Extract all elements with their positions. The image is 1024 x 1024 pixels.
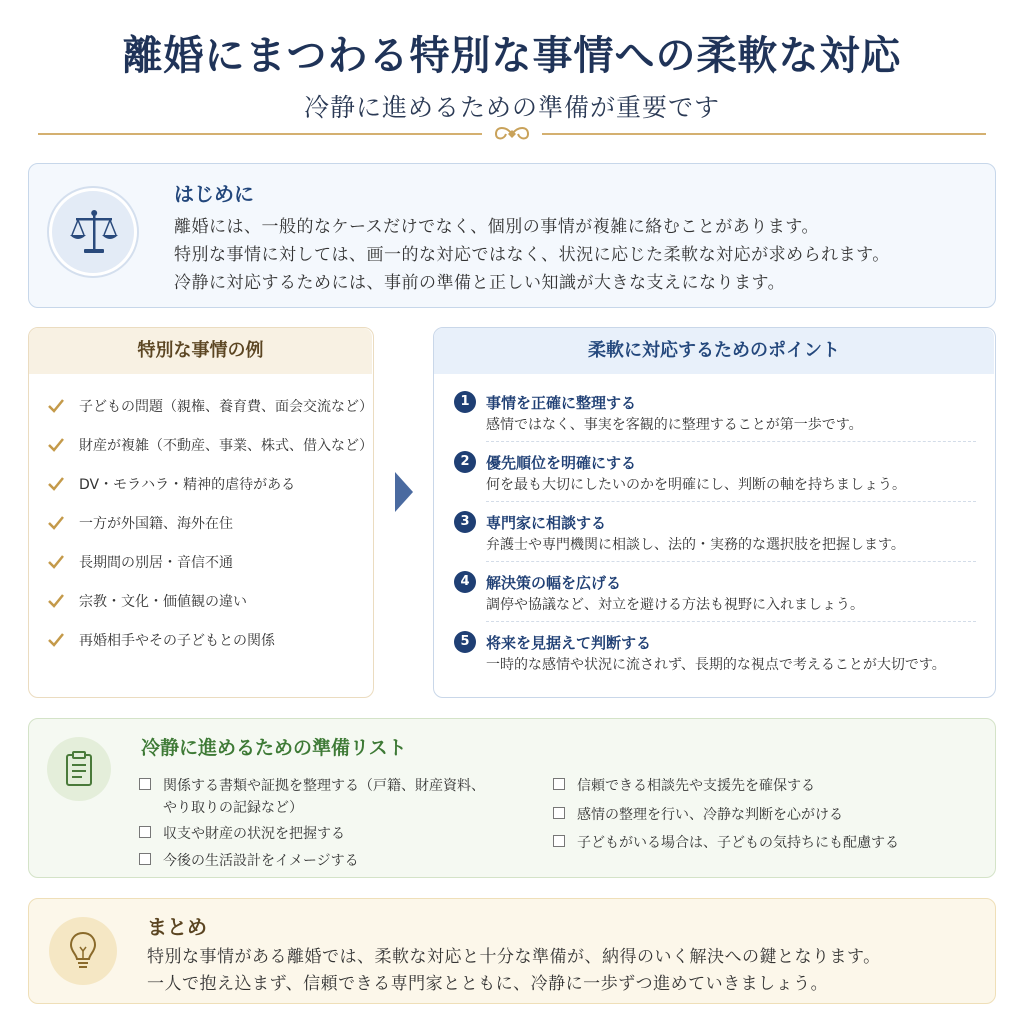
page-subtitle: 冷静に進めるための準備が重要です [303,93,720,122]
checkbox[interactable] [139,778,151,790]
clipboard-icon [47,737,111,801]
check-icon [47,593,65,609]
examples-card: 特別な事情の例 子どもの問題（親権、養育費、面会交流など） 財産が複雑（不動産、事業、株式、借入など） DV・モラハラ・精神的虐待がある 一方が外国籍、海外在住 長期間の別居・音信不通 宗教・文化・価値観の違い 再婚相手やその子どもとの関係 [28,327,374,698]
point-title: 将来を見据えて判断する [486,634,652,652]
checkbox[interactable] [553,807,565,819]
point-title: 事情を正確に整理する [486,394,637,412]
intro-card [28,163,996,308]
page-title: 離婚にまつわる特別な事情への柔軟な対応 [122,32,902,79]
point-item [454,571,976,631]
checkbox[interactable] [553,835,565,847]
number-badge: 1 [454,391,476,413]
point-desc: 弁護士や専門機関に相談し、法的・実務的な選択肢を把握します。 [486,537,905,553]
intro-line: 冷静に対応するためには、事前の準備と正しい知識が大きな支えになります。 [174,273,786,293]
intro-line: 特別な事情に対しては、画一的な対応ではなく、状況に応じた柔軟な対応が求められます。 [174,245,890,265]
page-header [0,0,1024,150]
point-desc: 調停や協議など、対立を避ける方法も視野に入れましょう。 [486,597,864,613]
summary-line: 一人で抱え込まず、信頼できる専門家とともに、冷静に一歩ずつ進めていきましょう。 [147,974,829,994]
examples-title: 特別な事情の例 [29,328,372,374]
point-desc: 感情ではなく、事実を客観的に整理することが第一歩です。 [486,417,863,433]
number-badge: 5 [454,631,476,653]
checkbox[interactable] [553,778,565,790]
point-title: 専門家に相談する [486,514,607,532]
prep-title: 冷静に進めるための準備リスト [141,737,407,759]
check-icon [47,398,65,414]
point-title: 優先順位を明確にする [486,454,637,472]
point-title: 解決策の幅を広げる [486,574,622,592]
checkbox[interactable] [139,826,151,838]
points-card [433,327,996,698]
checkbox[interactable] [139,853,151,865]
point-item [454,451,976,511]
summary-line: 特別な事情がある離婚では、柔軟な対応と十分な準備が、納得のいく解決への鍵となります。 [147,947,881,967]
point-item [454,511,976,571]
arrow-right-icon [393,470,415,514]
intro-title: はじめに [174,182,254,206]
number-badge: 4 [454,571,476,593]
check-icon [47,476,65,492]
check-icon [47,437,65,453]
check-icon [47,515,65,531]
ornament-icon [492,122,532,146]
point-item [454,631,976,691]
check-icon [47,554,65,570]
summary-card [28,898,996,1004]
point-desc: 何を最も大切にしたいのかを明確にし、判断の軸を持ちましょう。 [486,477,906,493]
scales-icon [49,188,137,276]
number-badge: 3 [454,511,476,533]
points-title: 柔軟に対応するためのポイント [434,328,994,374]
summary-title: まとめ [147,915,207,939]
point-item [454,391,976,451]
check-icon [47,632,65,648]
lightbulb-icon [49,917,117,985]
number-badge: 2 [454,451,476,473]
intro-line: 離婚には、一般的なケースだけでなく、個別の事情が複雑に絡むことがあります。 [174,217,819,237]
title-divider [38,122,986,146]
prep-card: 冷静に進めるための準備リスト 関係する書類や証拠を整理する（戸籍、財産資料、 やり取りの記録など） 収支や財産の状況を把握する 今後の生活設計をイメージする 信頼できる相談先や支援先を確保する 感情の整理を行い、冷静な判断を心がける 子どもがいる場合は、子どもの気持ちにも配慮する [28,718,996,878]
point-desc: 一時的な感情や状況に流されず、長期的な視点で考えることが大切です。 [486,657,946,673]
